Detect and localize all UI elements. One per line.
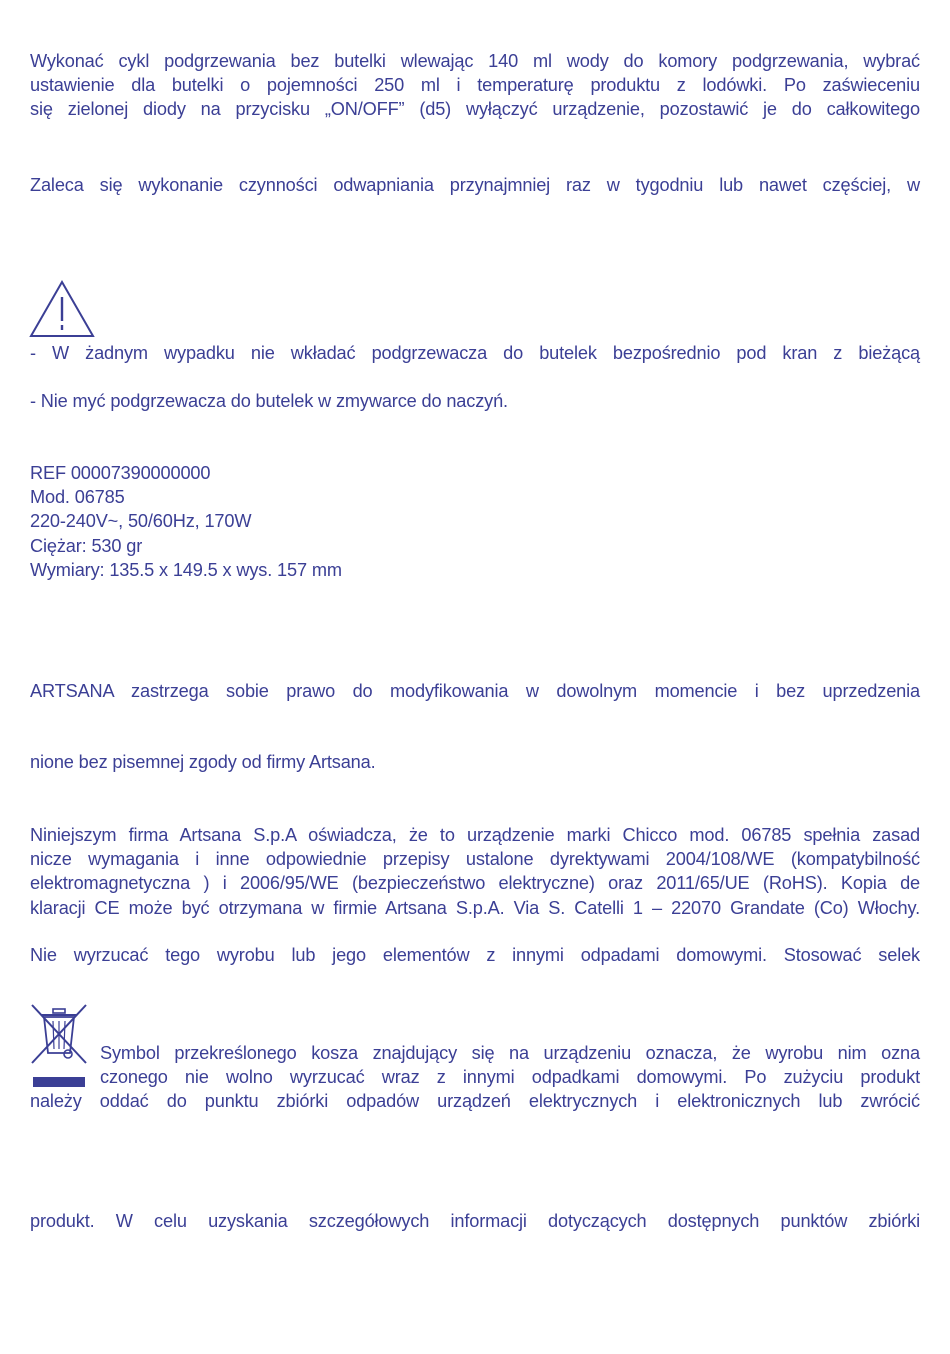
heating-paragraph [30,49,920,122]
spec-ref: REF 00007390000000 [30,463,211,483]
warning-1 [30,341,920,365]
warning-2 [30,389,920,413]
weee-text-full [30,1089,920,1113]
disposal-intro-line: Nie wyrzucać tego wyrobu lub jego elementów z innymi odpadami domowymi. Stosować selek [30,945,920,965]
artsana-consent [30,750,920,774]
declaration-line-1: Niniejszym firma Artsana S.p.A oświadcza, że to urządzenie marki Chicco mod. 06785 spełnia zasad [30,825,920,845]
specifications [30,461,920,582]
warning-triangle-icon [29,280,95,338]
declaration-line-2: nicze wymagania i inne odpowiednie przepisy ustalone dyrektywami 2004/108/WE (kompatybilność [30,849,920,870]
ce-declaration [30,823,920,920]
weee-line-2: czonego nie wolno wyrzucać wraz z innymi odpadkami domowymi. Po zużyciu produkt [100,1067,920,1088]
collection-info-line: produkt. W celu uzyskania szczegółowych informacji dotyczących dostępnych punktów zbiórki [30,1211,920,1231]
heating-line-3: się zielonej diody na przycisku „ON/OFF” (d5) wyłączyć urządzenie, pozostawić je do całkowitego [30,99,920,120]
heating-line-2: ustawienie dla butelki o pojemności 250 ml i temperaturę produktu z lodówki. Po zaświeceniu [30,75,920,96]
artsana-rights-line: ARTSANA zastrzega sobie prawo do modyfikowania w dowolnym momencie i bez uprzedzenia [30,681,920,701]
spec-power: 220-240V~, 50/60Hz, 170W [30,511,252,532]
heating-line-1: Wykonać cykl podgrzewania bez butelki wlewając 140 ml wody do komory podgrzewania, wybrać [30,51,920,71]
spec-dimensions: Wymiary: 135.5 x 149.5 x wys. 157 mm [30,559,342,580]
descaling-paragraph [30,173,920,197]
warning-line-1: - W żadnym wypadku nie wkładać podgrzewacza do butelek bezpośrednio pod kran z bieżącą [30,343,920,363]
crossed-bin-icon [28,1003,90,1091]
weee-line-1: Symbol przekreślonego kosza znajdujący się na urządzeniu oznacza, że wyrobu nim ozna [100,1043,920,1063]
spec-weight: Ciężar: 530 gr [30,535,143,556]
weee-text-indented [100,1041,920,1089]
weee-line-3: należy oddać do punktu zbiórki odpadów urządzeń elektrycznych i elektronicznych lub zwrócić [30,1091,920,1111]
disposal-intro [30,943,920,967]
declaration-line-3: elektromagnetyczna ) i 2006/95/WE (bezpieczeństwo elektryczne) oraz 2011/65/UE (RoHS). Kopia de [30,873,920,894]
artsana-consent-line: nione bez pisemnej zgody od firmy Artsana. [30,752,376,772]
declaration-line-4: klaracji CE może być otrzymana w firmie Artsana S.p.A. Via S. Catelli 1 – 22070 Grandate (Co) Włochy. [30,897,920,918]
artsana-rights [30,679,920,703]
collection-info [30,1209,920,1233]
warning-line-2: - Nie myć podgrzewacza do butelek w zmywarce do naczyń. [30,391,508,411]
spec-model: Mod. 06785 [30,487,125,508]
descaling-line: Zaleca się wykonanie czynności odwapniania przynajmniej raz w tygodniu lub nawet częściej, w [30,175,920,195]
